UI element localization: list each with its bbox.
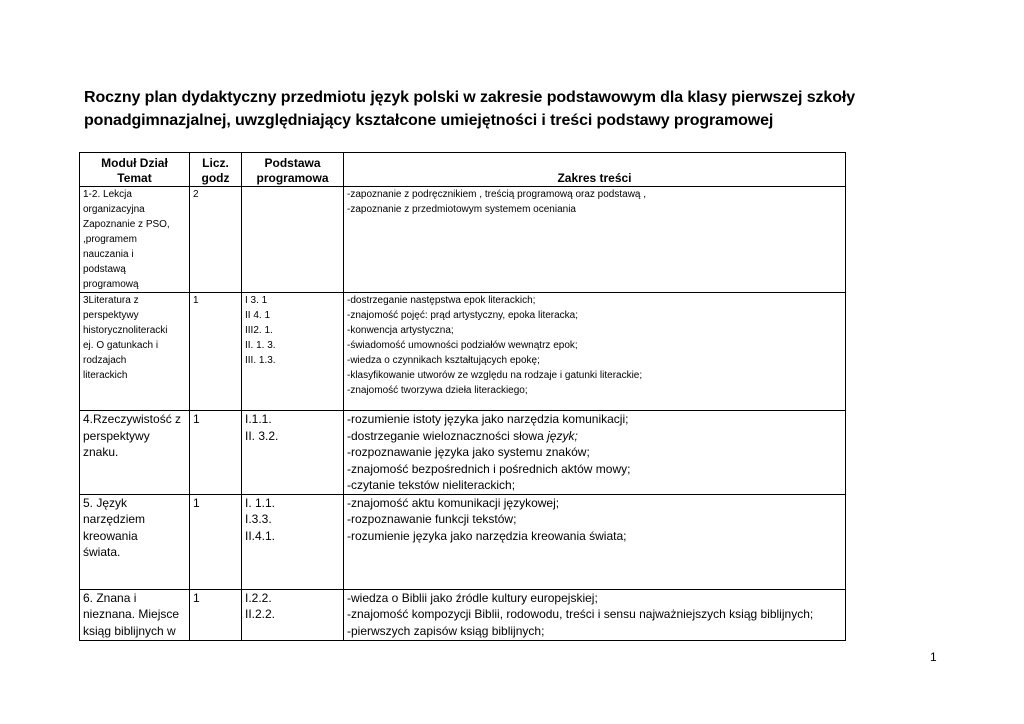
topic-line: podstawą <box>83 264 126 275</box>
table-row <box>80 494 846 589</box>
base-line: I 3. 1 <box>245 295 268 306</box>
content-line: -znajomość aktu komunikacji językowej; <box>347 495 560 510</box>
content-line: -znajomość pojęć: prąd artystyczny, epoka literacka; <box>347 310 579 321</box>
table-row <box>80 411 846 495</box>
header-base-line: Podstawa <box>264 156 321 170</box>
row-topic <box>80 187 190 293</box>
content-line: -klasyfikowanie utworów ze względu na rodzaje i gatunki literackie; <box>347 370 643 381</box>
row-hours: 1 <box>190 293 242 411</box>
content-line: -wiedza o czynnikach kształtujących epokę; <box>347 355 540 366</box>
topic-line: 6. Znana i <box>83 590 137 605</box>
row-topic <box>80 293 190 411</box>
content-line: -pierwszych zapisów ksiąg biblijnych; <box>347 623 545 638</box>
header-topic-line: Temat <box>117 171 152 185</box>
header-hours <box>190 153 242 187</box>
header-hours-line: godz <box>201 171 230 185</box>
row-hours: 2 <box>190 187 242 293</box>
topic-line: 1-2. Lekcja <box>83 189 132 200</box>
topic-line: perspektywy <box>83 310 139 321</box>
topic-line: nauczania i <box>83 249 134 260</box>
topic-line: 3Literatura z <box>83 295 139 306</box>
base-line: II. 3.2. <box>245 428 279 443</box>
title-line-1: Roczny plan dydaktyczny przedmiotu język polski w zakresie podstawowym dla klasy pierwszej szkoły <box>84 89 856 106</box>
content-line: -rozumienie istoty języka jako narzędzia komunikacji; <box>347 412 629 426</box>
page-number: 1 <box>930 650 937 664</box>
base-line: I.2.2. <box>245 590 272 605</box>
row-base <box>242 411 344 495</box>
base-line: I.3.3. <box>245 512 272 526</box>
row-hours: 1 <box>190 494 242 589</box>
table-row <box>80 293 846 411</box>
row-base <box>242 293 344 411</box>
row-content <box>344 589 846 640</box>
row-base <box>242 187 344 293</box>
row-content <box>344 411 846 495</box>
document-title <box>84 86 944 132</box>
content-line: -czytanie tekstów nieliterackich; <box>347 478 516 492</box>
content-text: -dostrzeganie wieloznaczności słowa <box>347 428 548 443</box>
topic-line: ,programem <box>83 234 137 245</box>
table-row <box>80 589 846 640</box>
topic-line: nieznana. Miejsce <box>83 607 180 621</box>
row-content <box>344 187 846 293</box>
content-line <box>347 428 842 445</box>
base-line: III. 1.3. <box>245 355 276 366</box>
row-topic <box>80 411 190 495</box>
topic-line: organizacyjna <box>83 204 145 215</box>
curriculum-table <box>79 152 846 641</box>
content-line: -rozumienie języka jako narzędzia kreowania świata; <box>347 528 627 543</box>
content-line: -rozpoznawanie języka jako systemu znaków; <box>347 445 590 459</box>
header-topic <box>80 153 190 187</box>
topic-line: 5. Język <box>83 495 128 510</box>
content-line: -zapoznanie z przedmiotowym systemem oceniania <box>347 204 576 215</box>
topic-line: narzędziem <box>83 512 146 526</box>
content-line: -konwencja artystyczna; <box>347 325 454 336</box>
row-content <box>344 293 846 411</box>
row-hours: 1 <box>190 411 242 495</box>
content-line: -świadomość umowności podziałów wewnątrz epok; <box>347 340 578 351</box>
base-line: II.2.2. <box>245 607 276 621</box>
base-line: I. 1.1. <box>245 495 276 510</box>
table-header-row <box>80 153 846 187</box>
header-base-line: programowa <box>256 171 329 185</box>
content-italic-word: język; <box>547 428 578 443</box>
topic-line: historycznoliteracki <box>83 325 168 336</box>
row-content <box>344 494 846 589</box>
topic-line: programową <box>83 279 139 290</box>
base-line: II.4.1. <box>245 528 276 543</box>
row-base <box>242 494 344 589</box>
header-base <box>242 153 344 187</box>
row-topic <box>80 494 190 589</box>
topic-line: Zapoznanie z PSO, <box>83 219 170 230</box>
topic-line: znaku. <box>83 445 119 459</box>
content-line: -znajomość tworzywa dzieła literackiego; <box>347 385 528 396</box>
content-line: -znajomość bezpośrednich i pośrednich aktów mowy; <box>347 461 631 476</box>
topic-line: 4.Rzeczywistość z <box>83 412 182 426</box>
topic-line: literackich <box>83 370 128 381</box>
content-line: -wiedza o Biblii jako źródle kultury europejskiej; <box>347 590 598 605</box>
base-line: II. 1. 3. <box>245 340 276 351</box>
row-base <box>242 589 344 640</box>
topic-line: perspektywy <box>83 428 150 443</box>
topic-line: ej. O gatunkach i <box>83 340 159 351</box>
topic-line: kreowania <box>83 528 138 543</box>
header-topic-line: Moduł Dział <box>101 156 168 170</box>
content-line: -rozpoznawanie funkcji tekstów; <box>347 512 517 526</box>
topic-line: rodzajach <box>83 355 127 366</box>
header-hours-line: Licz. <box>202 156 229 170</box>
title-line-2: ponadgimnazjalnej, uwzględniający kształcone umiejętności i treści podstawy programowej <box>84 112 774 129</box>
content-line: -dostrzeganie następstwa epok literackich; <box>347 295 536 306</box>
row-topic <box>80 589 190 640</box>
content-line: -zapoznanie z podręcznikiem , treścią programową oraz podstawą , <box>347 189 647 200</box>
table-row <box>80 187 846 293</box>
header-content: Zakres treści <box>344 153 846 187</box>
row-hours: 1 <box>190 589 242 640</box>
base-line: II 4. 1 <box>245 310 271 321</box>
base-line: I.1.1. <box>245 412 272 426</box>
base-line: III2. 1. <box>245 325 273 336</box>
topic-line: ksiąg biblijnych w <box>83 623 176 638</box>
topic-line: świata. <box>83 545 121 559</box>
content-line: -znajomość kompozycji Biblii, rodowodu, treści i sensu najważniejszych ksiąg biblijnych; <box>347 607 814 621</box>
